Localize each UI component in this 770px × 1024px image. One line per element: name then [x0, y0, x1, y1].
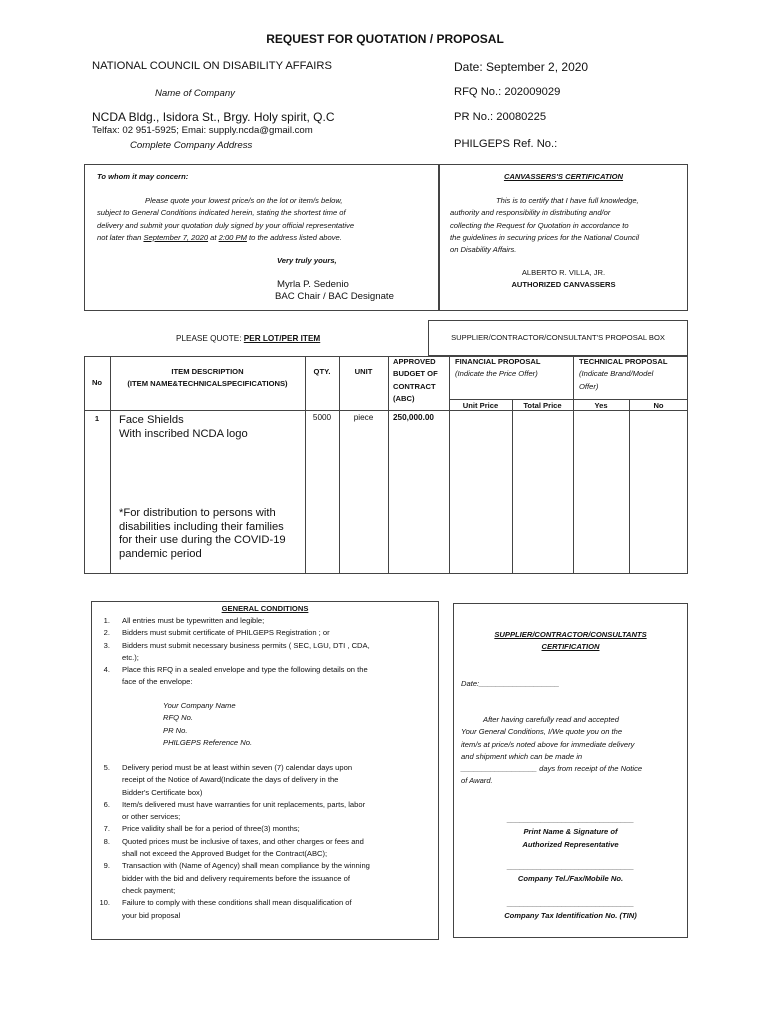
condition-item	[92, 664, 432, 689]
row-number: 1	[94, 414, 100, 423]
condition-line: your bid proposal	[122, 910, 181, 920]
rfq-date: Date: September 2, 2020	[454, 60, 589, 74]
document-title: REQUEST FOR QUOTATION / PROPOSAL	[266, 32, 504, 46]
condition-line: Price validity shall be for a period of three(3) months;	[122, 824, 300, 834]
condition-line: Failure to comply with these conditions shall mean disqualification of	[122, 898, 352, 908]
supplier-cert-title-line: CERTIFICATION	[541, 642, 600, 652]
condition-line: check payment;	[122, 885, 176, 895]
supplier-cert-line: and shipment which can be made in	[461, 751, 583, 761]
col-abc-line: BUDGET OF	[393, 369, 438, 379]
condition-number: 3.	[103, 640, 110, 650]
condition-number: 10.	[99, 898, 110, 908]
company-address-caption: Complete Company Address	[130, 140, 253, 151]
condition-item	[92, 823, 432, 835]
condition-number: 9.	[103, 861, 110, 871]
letter-line: subject to General Conditions indicated herein, stating the shortest time of	[97, 208, 346, 218]
col-technical-title: TECHNICAL PROPOSAL	[579, 357, 668, 366]
supplier-cert-title-line: SUPPLIER/CONTRACTOR/CONSULTANTS	[494, 630, 647, 639]
row-item-spec: With inscribed NCDA logo	[119, 428, 248, 440]
signature-line: ______________________________	[507, 862, 634, 871]
col-abc-line: CONTRACT	[393, 381, 436, 391]
supplier-cert-line: After having carefully read and accepted	[483, 715, 619, 724]
col-abc-header	[393, 356, 438, 405]
letter-line: Please quote your lowest price/s on the lot or item/s below,	[145, 196, 343, 205]
letter-closing: Very truly yours,	[277, 256, 337, 265]
letter-line: delivery and submit your quotation duly signed by your official representative	[97, 220, 355, 230]
condition-line: bidder with the bid and delivery requirements before the issuance of	[122, 873, 350, 883]
condition-line: Place this RFQ in a sealed envelope and type the following details on the	[122, 665, 368, 675]
salutation: To whom it may concern:	[97, 172, 189, 181]
supplier-cert-line: Your General Conditions, I/We quote you on the	[461, 727, 623, 737]
letter-deadline-line	[85, 232, 438, 244]
col-description-header	[110, 366, 305, 391]
canvasser-certification-box	[439, 164, 688, 311]
supplier-certification-box	[453, 603, 688, 938]
condition-line: Bidder's Certificate box)	[122, 787, 203, 797]
row-item-name: Face Shields	[119, 414, 184, 426]
representative-signature	[454, 814, 687, 851]
col-description-title: ITEM DESCRIPTION	[171, 367, 244, 376]
condition-number: 2.	[103, 628, 110, 638]
col-yes-header: Yes	[594, 401, 608, 410]
supplier-cert-body	[461, 714, 642, 788]
condition-item	[92, 799, 432, 824]
canvasser-line: the guidelines in securing prices for the National Council	[450, 232, 640, 242]
condition-item	[92, 860, 432, 897]
condition-line: face of the envelope:	[122, 677, 193, 687]
letter-body	[85, 195, 438, 244]
conditions-list-1	[92, 615, 432, 689]
canvasser-line: collecting the Request for Quotation in accordance to	[450, 220, 629, 230]
row-note	[119, 507, 286, 562]
condition-line: Item/s delivered must have warranties for unit replacements, parts, labor	[122, 799, 366, 809]
col-description-subtitle: (ITEM NAME&TECHNICALSPECIFICATIONS)	[127, 379, 288, 389]
deadline-date: September 7, 2020	[143, 232, 209, 242]
row-unit: piece	[353, 413, 374, 422]
canvasser-line: authority and responsibility in distributing and/or	[450, 208, 611, 218]
please-quote	[176, 333, 320, 345]
deadline-time: 2:00 PM	[218, 232, 247, 242]
row-note-line: for their use during the COVID-19	[119, 534, 286, 547]
row-description	[119, 413, 248, 441]
condition-number: 5.	[103, 763, 110, 772]
letter-text: at	[208, 232, 219, 242]
condition-line: receipt of the Notice of Award(Indicate the days of delivery in the	[122, 775, 339, 785]
envelope-line: RFQ No.	[163, 713, 193, 723]
col-abc-line: (ABC)	[393, 393, 415, 403]
please-quote-label: PLEASE QUOTE:	[176, 334, 244, 343]
condition-number: 1.	[103, 616, 110, 625]
col-technical-subtitle: (Indicate Brand/Model	[579, 369, 654, 379]
canvasser-line: on Disability Affairs.	[450, 245, 517, 255]
company-tin-field	[454, 898, 687, 923]
condition-number: 6.	[103, 799, 110, 809]
condition-item	[92, 897, 432, 922]
letter-box	[84, 164, 439, 311]
col-qty-header: QTY.	[313, 367, 331, 376]
general-conditions-box	[91, 601, 439, 940]
col-financial-title: FINANCIAL PROPOSAL	[455, 357, 541, 366]
condition-item	[92, 615, 432, 627]
rfq-number: RFQ No.: 202009029	[454, 86, 561, 98]
proposal-box-header	[428, 320, 688, 356]
supplier-cert-line: __________________ days from receipt of the Notice	[461, 764, 643, 774]
proposal-box-title: SUPPLIER/CONTRACTOR/CONSULTANT'S PROPOSAL BOX	[451, 333, 665, 342]
supplier-cert-title	[454, 629, 687, 654]
signature-line: ______________________________	[507, 815, 634, 824]
condition-line: All entries must be typewritten and legible;	[122, 616, 265, 625]
canvasser-role: AUTHORIZED CANVASSERS	[511, 280, 616, 289]
row-abc: 250,000.00	[393, 413, 434, 422]
philgeps-ref: PHILGEPS Ref. No.:	[454, 138, 558, 150]
signature-label: Print Name & Signature of	[523, 827, 618, 837]
col-no-header: No	[91, 378, 103, 387]
col-no-tech-header: No	[653, 401, 664, 410]
conditions-list-2	[92, 762, 432, 922]
envelope-line: PHILGEPS Reference No.	[163, 737, 253, 747]
supplier-cert-line: of Award.	[461, 776, 493, 786]
condition-line: or other services;	[122, 812, 181, 822]
supplier-cert-date: Date:___________________	[461, 679, 560, 688]
condition-line: Delivery period must be at least within seven (7) calendar days upon	[122, 763, 353, 772]
signature-label: Company Tax Identification No. (TIN)	[504, 911, 637, 921]
company-contact: Telfax: 02 951-5925; Emai: supply.ncda@gmail.com	[92, 125, 313, 136]
condition-line: Bidders must submit necessary business permits ( SEC, LGU, DTI , CDA,	[122, 640, 370, 650]
condition-item	[92, 627, 432, 639]
condition-item	[92, 836, 432, 861]
col-unit-header: UNIT	[354, 367, 373, 376]
envelope-line: PR No.	[163, 725, 188, 735]
row-note-line: pandemic period	[119, 548, 202, 561]
condition-number: 4.	[103, 665, 110, 675]
condition-item	[92, 762, 432, 799]
envelope-details	[163, 700, 252, 749]
col-financial-subtitle: (Indicate the Price Offer)	[455, 369, 538, 379]
condition-line: shall not exceed the Approved Budget for the Contract(ABC);	[122, 849, 328, 859]
company-name-caption: Name of Company	[155, 88, 235, 99]
condition-number: 8.	[103, 836, 110, 846]
row-note-line: *For distribution to persons with	[119, 507, 276, 519]
condition-item	[92, 640, 432, 665]
col-financial-header	[455, 356, 541, 381]
col-abc-line: APPROVED	[393, 357, 436, 366]
pr-number: PR No.: 20080225	[454, 111, 547, 123]
envelope-line: Your Company Name	[163, 701, 236, 710]
supplier-cert-line: item/s at price/s noted above for immediate delivery	[461, 739, 635, 749]
signatory-title: BAC Chair / BAC Designate	[275, 291, 394, 302]
please-quote-value: PER LOT/PER ITEM	[243, 334, 321, 343]
company-address: NCDA Bldg., Isidora St., Brgy. Holy spirit, Q.C	[92, 110, 335, 124]
condition-line: Quoted prices must be inclusive of taxes, and other charges or fees and	[122, 836, 364, 846]
condition-line: Bidders must submit certificate of PHILGEPS Registration ; or	[122, 628, 330, 638]
condition-line: Transaction with (Name of Agency) shall mean compliance by the winning	[122, 861, 370, 871]
col-technical-header	[579, 356, 667, 393]
col-total-price-header: Total Price	[523, 401, 562, 410]
condition-line: etc.);	[122, 652, 139, 662]
row-qty: 5000	[312, 413, 332, 422]
letter-text: to the address listed above.	[246, 232, 342, 242]
row-note-line: disabilities including their families	[119, 520, 284, 533]
signature-label: Company Tel./Fax/Mobile No.	[517, 874, 624, 884]
signature-line: ______________________________	[507, 899, 634, 908]
conditions-title: GENERAL CONDITIONS	[221, 604, 309, 613]
signatory-name: Myrla P. Sedenio	[277, 279, 349, 290]
company-name: NATIONAL COUNCIL ON DISABILITY AFFAIRS	[92, 60, 332, 72]
canvasser-body	[450, 195, 639, 256]
canvasser-name: ALBERTO R. VILLA, JR.	[521, 268, 606, 277]
canvasser-line: This is to certify that I have full knowledge,	[496, 196, 639, 205]
col-technical-subtitle: Offer)	[579, 381, 599, 391]
letter-text: not later than	[97, 232, 144, 242]
company-tel-field	[454, 861, 687, 886]
condition-number: 7.	[103, 824, 110, 834]
signature-label: Authorized Representative	[522, 839, 619, 849]
col-unit-price-header: Unit Price	[462, 401, 499, 410]
canvasser-title: CANVASSERS'S CERTIFICATION	[503, 172, 624, 181]
